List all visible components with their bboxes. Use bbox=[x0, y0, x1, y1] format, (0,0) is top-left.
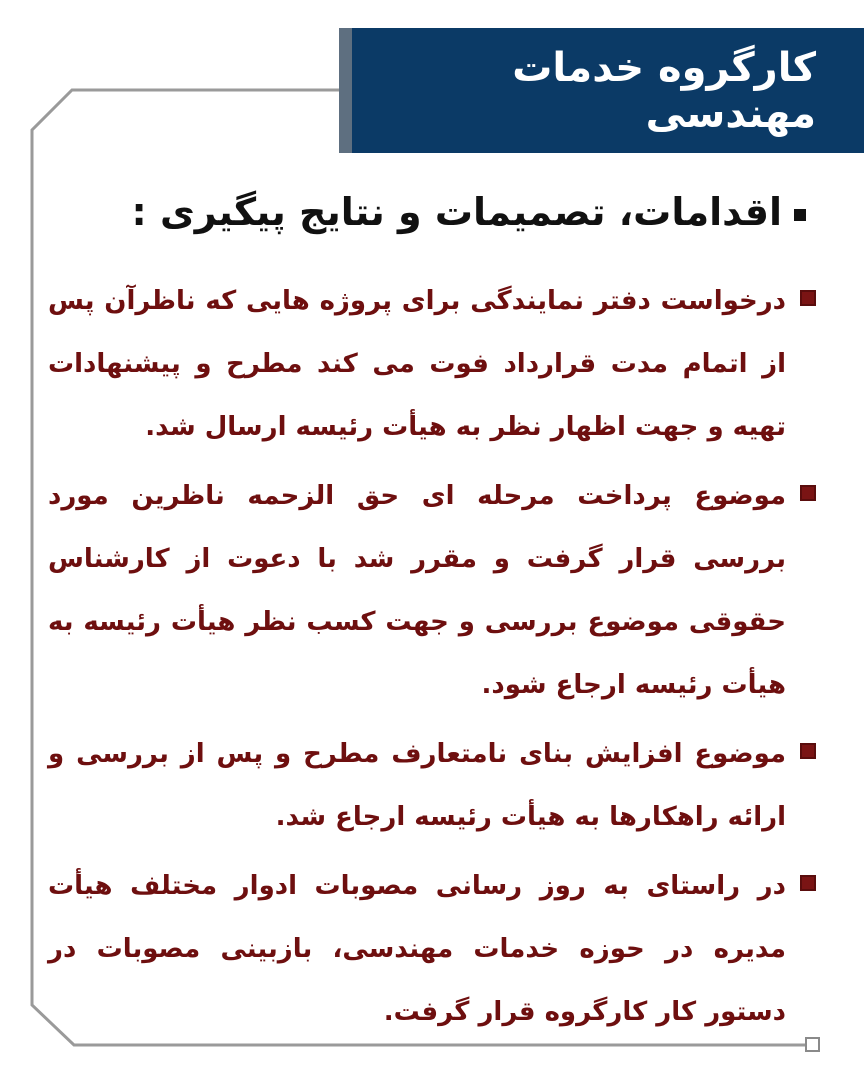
list-item bbox=[48, 723, 816, 849]
section-heading-text: اقدامات، تصمیمات و نتایج پیگیری : bbox=[131, 190, 782, 234]
list-item-text: موضوع پرداخت مرحله ای حق الزحمه ناظرین مورد بررسی قرار گرفت و مقرر شد با دعوت از کارشناس حقوقی موضوع بررسی و جهت کسب نظر هیأت رئیسه به هیأت رئیسه ارجاع شود. bbox=[48, 481, 786, 700]
square-bullet-icon bbox=[800, 743, 816, 759]
list-item bbox=[48, 465, 816, 717]
square-bullet-icon bbox=[800, 875, 816, 891]
section-heading bbox=[106, 190, 806, 234]
title-banner bbox=[339, 28, 864, 153]
list-item-text: موضوع افزایش بنای نامتعارف مطرح و پس از بررسی و ارائه راهکارها به هیأت رئیسه ارجاع شد. bbox=[48, 739, 786, 832]
list-item bbox=[48, 855, 816, 1044]
results-list bbox=[48, 270, 816, 1050]
list-item-text: در راستای به روز رسانی مصوبات ادوار مختلف هیأت مدیره در حوزه خدمات مهندسی، بازبینی مصوبات در دستور کار کارگروه قرار گرفت. bbox=[48, 871, 786, 1027]
list-item-text: درخواست دفتر نمایندگی برای پروژه هایی که ناظرآن پس از اتمام مدت قرارداد فوت می کند مطرح و پیشنهادات تهیه و جهت اظهار نظر به هیأت رئیسه ارسال شد. bbox=[48, 286, 786, 442]
list-item bbox=[48, 270, 816, 459]
page-title: کارگروه خدمات مهندسی bbox=[512, 44, 816, 137]
square-bullet-icon bbox=[800, 485, 816, 501]
heading-bullet-icon bbox=[794, 209, 806, 221]
square-bullet-icon bbox=[800, 290, 816, 306]
